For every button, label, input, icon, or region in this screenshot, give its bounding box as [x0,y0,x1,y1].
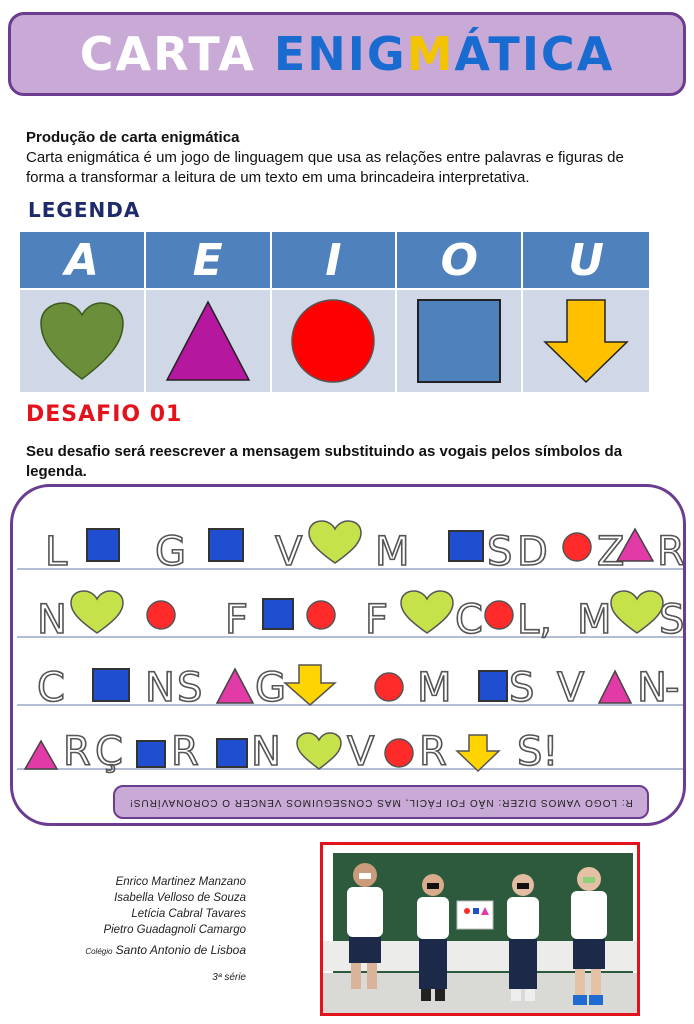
legend-title: LEGENDA [28,198,141,222]
triangle-icon [165,300,251,382]
hw-l1-letter: G [155,529,186,575]
intro-heading: Produção de carta enigmática [26,129,240,146]
challenge-title: DESAFIO 01 [26,402,183,427]
hw-l1-letter: S [487,529,513,575]
legend-cell-square [397,288,523,392]
hw-l1-letter: R [657,529,685,575]
hw-l2-letter: C [455,597,483,643]
challenge-instructions: Seu desafio será reescrever a mensagem substituindo as vogais pelos símbolos da legenda. [26,443,623,480]
hw-l1-letter: Z [597,529,625,575]
school-prefix: Colégio [85,947,113,956]
student-name: Pietro Guadagnoli Camargo [103,924,246,936]
hw-l3-letter: S [509,665,535,711]
hw-l4-letter: R [419,729,447,775]
school-name: Santo Antonio de Lisboa [115,943,246,957]
hw-l4-letter: Ç [95,729,123,775]
answer-bar [113,785,649,819]
hw-l4-letter: S! [517,729,559,775]
hw-l1-letter: D [517,529,548,575]
hw-l1-letter: V [275,529,303,575]
legend-letter-u: U [523,232,649,288]
answer-text: R: LOGO VAMOS DIZER: NÃO FOI FÁCIL, MAS CONSEGUIMOS VENCER O CORONAVÍRUS! [129,796,633,808]
intro-body: Carta enigmática é um jogo de linguagem que usa as relações entre palavras e figuras de forma a transformar a leitura de um texto em uma brincadeira interpretativa. [26,149,624,186]
circle-icon [290,298,376,384]
hw-l2-letter: N [37,597,67,643]
title-word-atica: ÁTICA [454,27,615,81]
student-name: Isabella Velloso de Souza [114,892,246,904]
legend-letter-a: A [20,232,146,288]
hw-l1-letter: M [375,529,410,575]
legend-cell-heart [20,288,146,392]
legend-cell-arrow [523,288,649,392]
legend-letter-i: I [272,232,398,288]
hw-l3-letter: N [637,665,667,711]
students-photo-illustration [323,845,637,1013]
intro-text [26,128,666,188]
school-line [60,942,246,960]
legend-cell-circle [272,288,398,392]
hw-l4-letter: V [347,729,375,775]
legend-letter-o: O [397,232,523,288]
hw-l2-letter: L, [517,597,552,643]
hw-l3-letter: M [417,665,452,711]
students-photo [320,842,640,1016]
legend-cell-triangle [146,288,272,392]
student-name: Letícia Cabral Tavares [131,908,246,920]
hw-l3-letter: N [145,665,175,711]
square-icon [416,298,502,384]
handwritten-message [17,507,685,777]
legend-table [20,232,649,392]
hw-l3-letter: - [665,665,680,711]
hw-l2-letter: M [577,597,612,643]
hw-l2-letter: F [365,597,389,643]
hw-l3-letter: C [37,665,65,711]
page-title [80,27,615,81]
hw-l4-letter: R [171,729,199,775]
hw-l1-letter: L [45,529,68,575]
hw-l4-letter: R [63,729,91,775]
legend-letter-e: E [146,232,272,288]
hw-l3-letter: S [177,665,203,711]
heart-icon [39,301,125,381]
answer-frame [10,484,686,826]
arrow-down-icon [543,298,629,384]
hw-l3-letter: G [255,665,286,711]
hw-l4-letter: N [251,729,281,775]
hw-l2-letter: S [659,597,685,643]
title-word-enig: ENIG [273,27,407,81]
title-banner [8,12,686,96]
credits [60,874,246,986]
student-name: Enrico Martinez Manzano [115,876,246,888]
title-word-carta: CARTA [79,27,256,81]
title-letter-m: M [406,27,455,81]
hw-l2-letter: F [225,597,249,643]
hw-l3-letter: V [557,665,585,711]
grade: 3ª série [212,972,246,983]
